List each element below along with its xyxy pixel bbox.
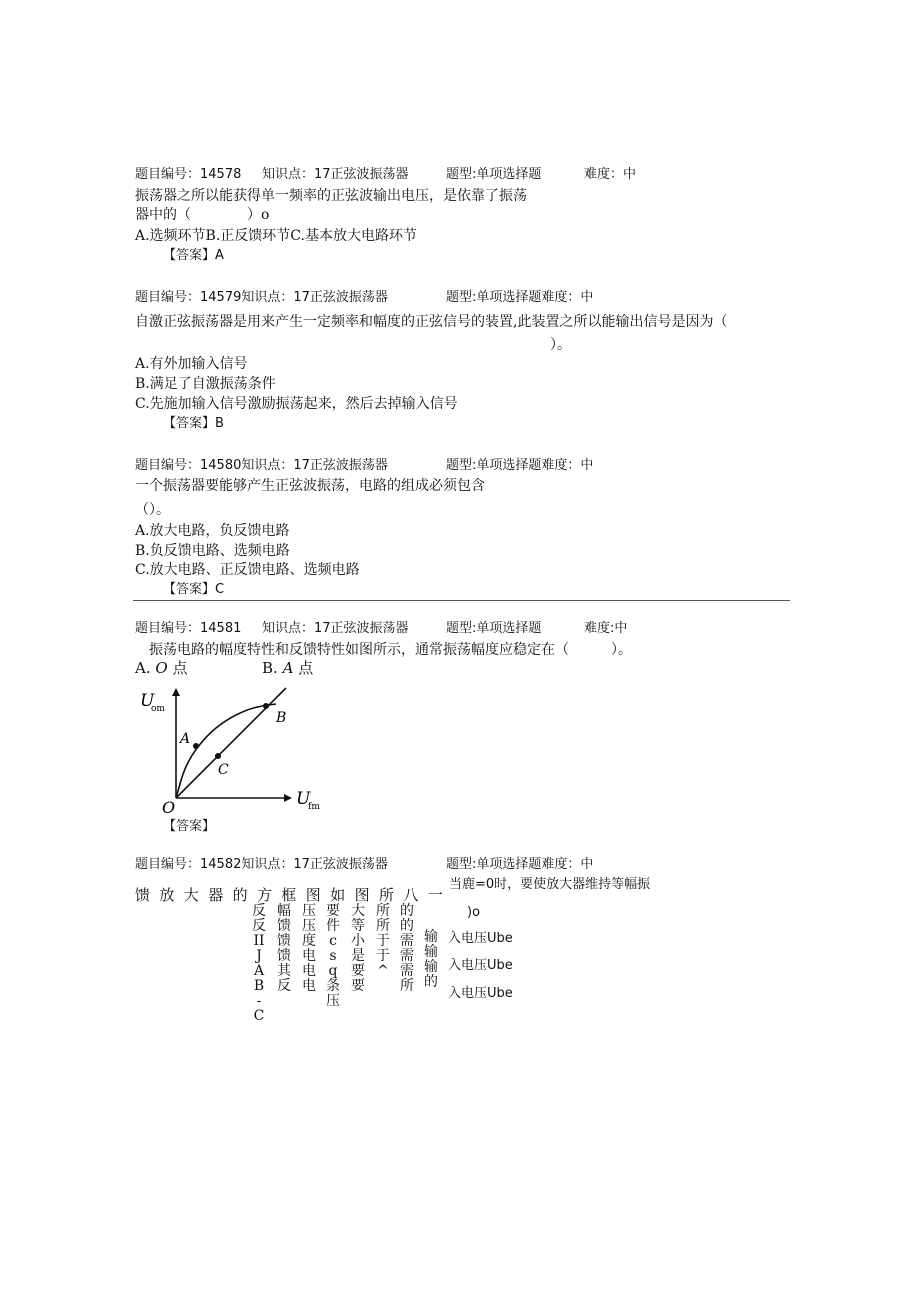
q5-column-3: 压压度电电电 [302,903,316,994]
q3-option-a: A.放大电路，负反馈电路 [135,523,290,539]
q4-id: 题目编号：14581 [135,621,242,636]
q5-right-line2: )o [467,905,481,920]
q5-stem-char: 所 [379,886,395,904]
point-a [193,743,199,749]
q1-answer: 【答案】A [163,248,224,263]
feedback-line [176,688,286,798]
q3-option-b: B.负反馈电路、选频电路 [135,543,290,559]
x-axis-label-sub: fm [308,802,320,812]
q1-options: A.选频环节B.正反馈环节C.基本放大电路环节 [135,228,417,244]
q5-stem-char: 框 [281,886,297,904]
q5-stem-char: 八 [403,886,419,904]
q5-column-5: 大等小是要要 [351,903,365,994]
q5-type: 题型:单项选择题难度：中 [446,857,594,872]
q1-stem-line1: 振荡器之所以能获得单一频率的正弦波输出电压，是依靠了振荡 [135,188,527,204]
q4-option-a-point: O [155,659,168,677]
origin-label: O [162,798,176,814]
q4-option-b-suffix: 点 [298,659,314,677]
q3-type: 题型:单项选择题难度：中 [446,458,594,473]
q5-stem-char: 的 [232,886,248,904]
q5-stem-char: 馈 [135,886,151,904]
y-axis-label: U [140,691,155,711]
point-c [215,753,221,759]
q4-option-a-suffix: 点 [172,659,188,677]
q3-stem-line2: （）。 [135,502,170,518]
q5-stem-char: 一 [427,886,443,904]
point-b [263,703,269,709]
q5-column-6: 所所于于^ [376,903,390,979]
q4-option-b [262,659,313,677]
q5-tail-3: 入电压Ube [448,986,513,1001]
q1-id: 题目编号：14578 [135,167,242,182]
x-axis-label: U [296,789,311,809]
q3-stem-line1: 一个振荡器要能够产生正弦波振荡，电路的组成必须包含 [135,478,485,494]
q4-option-a [135,659,188,677]
q5-stem-char: 如 [330,886,346,904]
q2-type: 题型:单项选择题难度：中 [446,290,594,305]
y-axis-label-sub: om [151,704,165,714]
q5-stem-char: 大 [183,886,199,904]
q5-stem-char: 图 [305,886,321,904]
q1-stem-line2: 器中的（ ）o [135,207,270,223]
q5-column-8: 输输输的 [424,929,438,990]
point-label-a: A [180,731,191,747]
q5-tail-1: 入电压Ube [448,931,513,946]
q4-option-a-letter: A. [135,659,151,677]
q2-stem-line1: 自激正弦振荡器是用来产生一定频率和幅度的正弦信号的装置,此装置之所以能输出信号是因为（ [135,314,728,330]
q1-difficulty: 难度：中 [584,167,637,182]
q5-stem-char: 图 [354,886,370,904]
q4-option-b-point: A [282,659,294,677]
q4-knowledge-point: 知识点：17正弦波振荡器 [262,621,409,636]
point-label-c: C [218,762,229,778]
q4-option-b-letter: B. [262,659,278,677]
q5-column-2: 幅馈馈馈其反 [277,903,291,994]
point-label-b: B [276,710,287,726]
q1-type: 题型:单项选择题 [446,167,542,182]
q5-stem-char: 器 [208,886,224,904]
q4-stem: 振荡电路的幅度特性和反馈特性如图所示，通常振荡幅度应稳定在（ ）。 [149,642,632,658]
q3-id: 题目编号：14580知识点：17正弦波振荡器 [135,458,388,473]
q5-id: 题目编号：14582知识点：17正弦波振荡器 [135,857,388,872]
q4-difficulty: 难度:中 [584,621,628,636]
q4-type: 题型:单项选择题 [446,621,542,636]
section-divider [133,600,790,601]
q5-column-7: 的的需需需所 [400,903,414,994]
q5-stem-char: 放 [159,886,175,904]
q2-option-c: C.先施加输入信号激励振荡起来，然后去掉输入信号 [135,396,458,412]
q5-column-1: 反反IIJAB-C [252,903,266,1024]
q2-id: 题目编号：14579知识点：17正弦波振荡器 [135,290,388,305]
q2-option-a: A.有外加输入信号 [135,356,248,372]
q2-option-b: B.满足了自激振荡条件 [135,376,276,392]
q4-answer: 【答案】 [163,819,216,834]
q5-right-line1: 当鹿=0时，要使放大器维持等幅振 [449,877,651,892]
q3-answer: 【答案】C [163,582,225,597]
q2-answer: 【答案】B [163,416,224,431]
q2-stem-line2: ）。 [550,337,571,353]
q5-tail-2: 入电压Ube [448,958,513,973]
amplitude-feedback-chart [130,682,330,814]
q5-stem-char: 方 [257,886,273,904]
q5-column-4: 要件csq条压 [326,903,340,1009]
q1-knowledge-point: 知识点：17正弦波振荡器 [262,167,409,182]
q3-option-c: C.放大电路、正反馈电路、选频电路 [135,562,360,578]
